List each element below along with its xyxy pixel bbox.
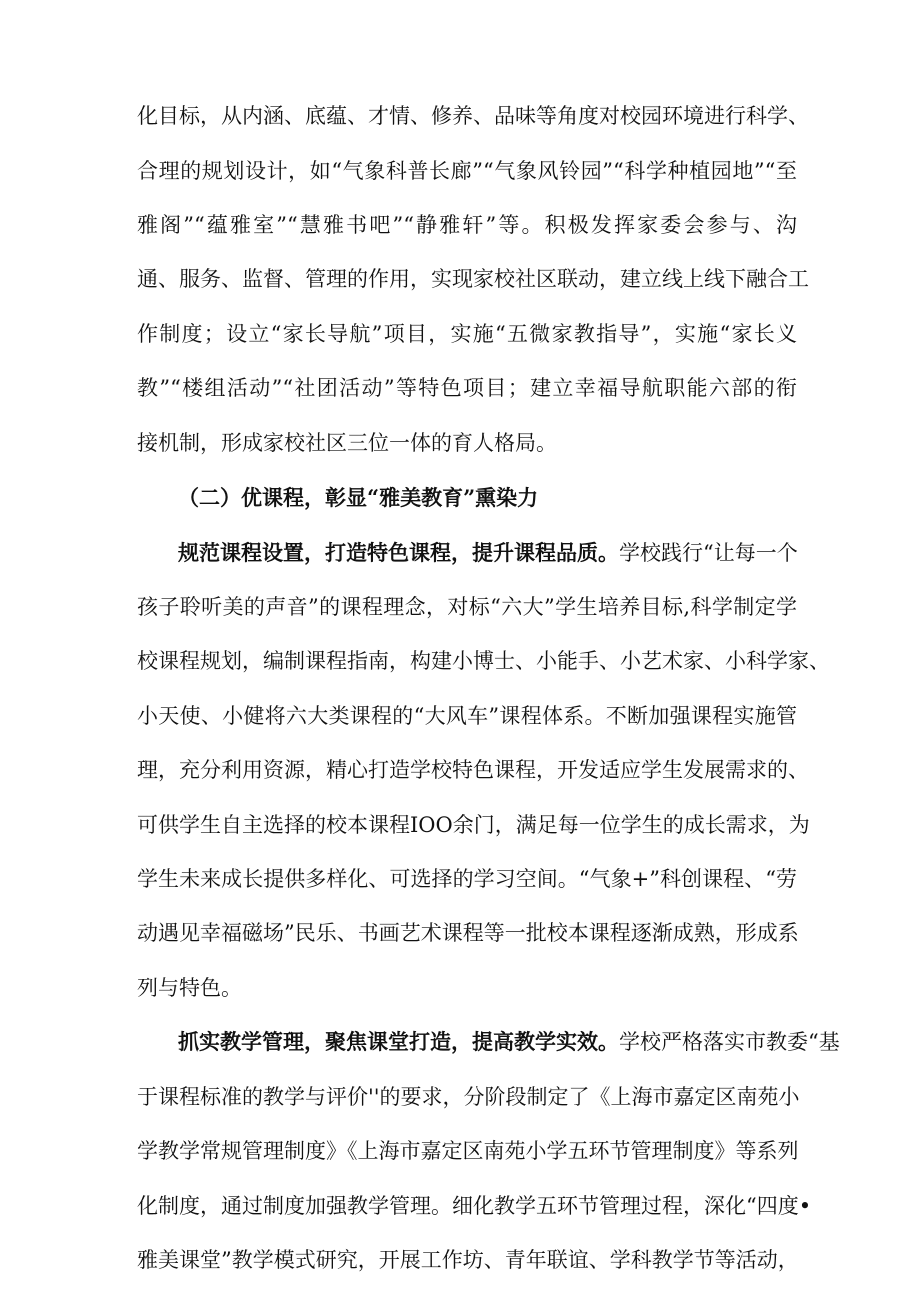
- paragraph-first-line-rest: 学校严格落实市教委“基: [619, 1030, 840, 1054]
- body-text-line: 化目标，从内涵、底蕴、才情、修养、品味等角度对校园环境进行科学、: [137, 104, 809, 128]
- body-text-line: 通、服务、监督、管理的作用，实现家校社区联动，建立线上线下融合工: [137, 267, 809, 291]
- body-text-line: 接机制，形成家校社区三位一体的育人格局。: [137, 431, 557, 455]
- body-text-line: 校课程规划，编制课程指南，构建小博士、小能手、小艺术家、小科学家、: [137, 649, 830, 673]
- body-text-line: 可供学生自主选择的校本课程IOO余门，满足每一位学生的成长需求，为: [137, 813, 810, 837]
- paragraph-first-line: [178, 1022, 840, 1062]
- body-text-line: 雅美课堂”教学模式研究，开展工作坊、青年联谊、学科教学节等活动，: [137, 1248, 799, 1272]
- body-text-line: 小天使、小健将六大类课程的“大风车”课程体系。不断加强课程实施管: [137, 704, 797, 728]
- body-text-line: 列与特色。: [137, 976, 242, 1000]
- section-heading: （二）优课程，彰显“雅美教育”熏染力: [178, 485, 539, 510]
- body-text-line: 化制度，通过制度加强教学管理。细化教学五环节管理过程，深化“四度•: [137, 1194, 812, 1218]
- body-text-line: 于课程标准的教学与评价''的要求，分阶段制定了《上海市嘉定区南苑小: [137, 1085, 800, 1109]
- paragraph-first-line-rest: 学校践行“让每一个: [619, 541, 798, 565]
- body-text-line: 合理的规划设计，如“气象科普长廊”“气象风铃园”“科学种植园地”“至: [137, 159, 797, 183]
- body-text-line: 作制度；设立“家长导航”项目，实施“五微家教指导”，实施“家长义: [137, 322, 797, 346]
- body-text-line: 孩子聆听美的声音”的课程理念，对标“六大”学生培养目标,科学制定学: [137, 595, 797, 619]
- body-text-line: 雅阁”“蕴雅室”“慧雅书吧”“静雅轩”等。积极发挥家委会参与、沟: [137, 213, 797, 237]
- body-text-line: 理，充分利用资源，精心打造学校特色课程，开发适应学生发展需求的、: [137, 758, 809, 782]
- paragraph-lead-sentence: 抓实教学管理，聚焦课堂打造，提高教学实效。: [178, 1029, 619, 1054]
- body-text-line: 动遇见幸福磁场”民乐、书画艺术课程等一批校本课程逐渐成熟，形成系: [137, 921, 799, 945]
- paragraph-first-line: [178, 533, 797, 573]
- body-text-line: 学教学常规管理制度》《上海市嘉定区南苑小学五环节管理制度》等系列: [137, 1139, 799, 1163]
- paragraph-lead-sentence: 规范课程设置，打造特色课程，提升课程品质。: [178, 540, 619, 565]
- body-text-line: 学生未来成长提供多样化、可选择的学习空间。“气象+”科创课程、“劳: [137, 867, 797, 891]
- body-text-line: 教”“楼组活动”“社团活动”等特色项目；建立幸福导航职能六部的衔: [137, 376, 797, 400]
